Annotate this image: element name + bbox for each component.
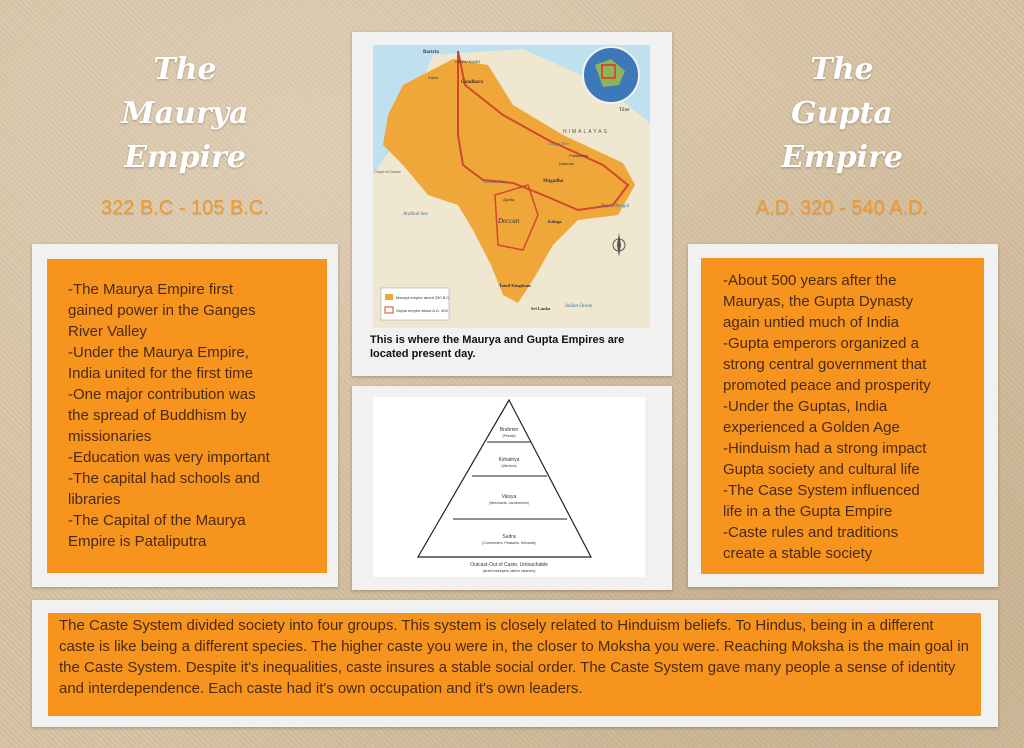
maurya-fact-line: Empire is Pataliputra <box>68 533 207 550</box>
gupta-fact-line: again untied much of India <box>723 314 899 331</box>
caste-tier-sub: (Commoners, Peasants, Servants) <box>482 541 536 545</box>
caste-tier-label: Brahmin <box>499 427 519 433</box>
gupta-fact-line: -Gupta emperors organized a <box>723 335 919 352</box>
caste-tier-sub: (Warriors) <box>501 464 517 468</box>
map-label: Sri Lanka <box>531 306 551 311</box>
gupta-title <box>752 48 932 180</box>
map-image <box>373 45 650 328</box>
gupta-fact-line: Gupta society and cultural life <box>723 461 920 478</box>
maurya-fact-line: libraries <box>68 491 121 508</box>
gupta-fact-line: experienced a Golden Age <box>723 419 900 436</box>
maurya-title-line: The <box>153 52 217 87</box>
caste-text-box <box>48 613 981 716</box>
map-label: Gandhara <box>461 80 483 85</box>
caste-tier-sub: (Priests) <box>502 434 516 438</box>
gupta-fact-line: -About 500 years after the <box>723 272 897 289</box>
maurya-title-line: Empire <box>124 140 246 175</box>
gupta-fact-line: life in a the Gupta Empire <box>723 503 893 520</box>
map-label: Narmada River <box>483 179 508 184</box>
map-label: Magadha <box>543 179 564 184</box>
maurya-facts-box <box>47 259 327 573</box>
map-caption: This is where the Maurya and Gupta Empires are located present day. <box>370 334 625 360</box>
gupta-fact-line: promoted peace and prosperity <box>723 377 931 394</box>
caste-tier-label: Vaisya <box>501 494 517 500</box>
caste-tier-label: Sudra <box>502 534 516 540</box>
gupta-facts-box <box>701 258 984 574</box>
legend-gupta-label: Gupta empire about A.D. 400 <box>396 308 448 313</box>
map-label: Bactria <box>423 50 439 55</box>
map-label: Tamil Kingdoms <box>499 283 531 288</box>
caste-pyramid <box>373 397 645 577</box>
maurya-fact-line: -The Maurya Empire first <box>68 281 234 298</box>
gupta-title-line: Gupta <box>791 96 893 131</box>
map-label: HIMALAYAS <box>563 129 609 135</box>
gupta-fact-line: create a stable society <box>723 545 873 562</box>
map-label: Kabul <box>428 75 439 80</box>
maurya-title <box>95 48 275 180</box>
map-label: HINDU KUSH <box>455 59 480 64</box>
gupta-fact-line: -Hinduism had a strong impact <box>723 440 927 457</box>
map-label: Indian Ocean <box>565 304 593 309</box>
map-label: Tropic of Cancer <box>375 170 401 174</box>
maurya-fact-line: -The capital had schools and <box>68 470 260 487</box>
map-label: Pataliputra <box>569 153 589 158</box>
gupta-title-line: The <box>810 52 874 87</box>
maurya-fact-line: River Valley <box>68 323 147 340</box>
gupta-fact-line: -Under the Guptas, India <box>723 398 888 415</box>
legend-maurya-label: Maurya empire about 250 B.C. <box>396 295 451 300</box>
map-label: Bay of Bengal <box>601 204 630 209</box>
caste-outcast-sub: (street sweepers, latrine cleaners) <box>482 569 536 573</box>
map-label: Tibet <box>619 108 630 113</box>
caste-pyramid-diagram <box>373 397 645 577</box>
india-map <box>373 45 650 328</box>
gupta-fact-line: -The Case System influenced <box>723 482 920 499</box>
map-label: Arabian Sea <box>403 212 428 217</box>
map-label: Nalanda <box>559 161 574 166</box>
maurya-fact-line: -One major contribution was <box>68 386 256 403</box>
map-label: Deccan <box>498 217 520 225</box>
maurya-dates: 322 B.C - 105 B.C. <box>101 197 269 219</box>
maurya-title-line: Maurya <box>121 96 249 131</box>
gupta-fact-line: strong central government that <box>723 356 927 373</box>
caste-text: The Caste System divided society into four groups. This system is closely related to Hinduism beliefs. To Hindus, being in a different caste is like being a different species. The higher caste you were in, the closer to Moksha you were. Reaching Moksha is the main goal in the Caste System. Despite it's inequalities, caste insures a stable social order. The Caste System gave many people a sense of identity and interdependence. Each caste had it's own occupation and it's own leaders. <box>59 617 969 697</box>
maurya-fact-line: -Education was very important <box>68 449 270 466</box>
caste-outcast-label: Outcast-Out of Caste, Untouchable <box>470 562 548 568</box>
caste-tier-label: Kshatriya <box>498 457 520 463</box>
gupta-fact-line: Mauryas, the Gupta Dynasty <box>723 293 914 310</box>
maurya-fact-line: missionaries <box>68 428 152 445</box>
map-label: Ajanta <box>503 197 515 202</box>
maurya-fact-line: the spread of Buddhism by <box>68 407 247 424</box>
map-label: Kalinga <box>548 219 562 224</box>
map-label: Ganges River <box>548 141 570 146</box>
maurya-fact-line: -The Capital of the Maurya <box>68 512 246 529</box>
gupta-title-line: Empire <box>781 140 903 175</box>
maurya-fact-line: India united for the first time <box>68 365 254 382</box>
caste-tier-sub: (Merchants, Landowners) <box>489 501 529 505</box>
maurya-fact-line: -Under the Maurya Empire, <box>68 344 249 361</box>
gupta-dates: A.D. 320 - 540 A.D. <box>755 197 929 219</box>
gupta-fact-line: -Caste rules and traditions <box>723 524 899 541</box>
maurya-fact-line: gained power in the Ganges <box>68 302 256 319</box>
